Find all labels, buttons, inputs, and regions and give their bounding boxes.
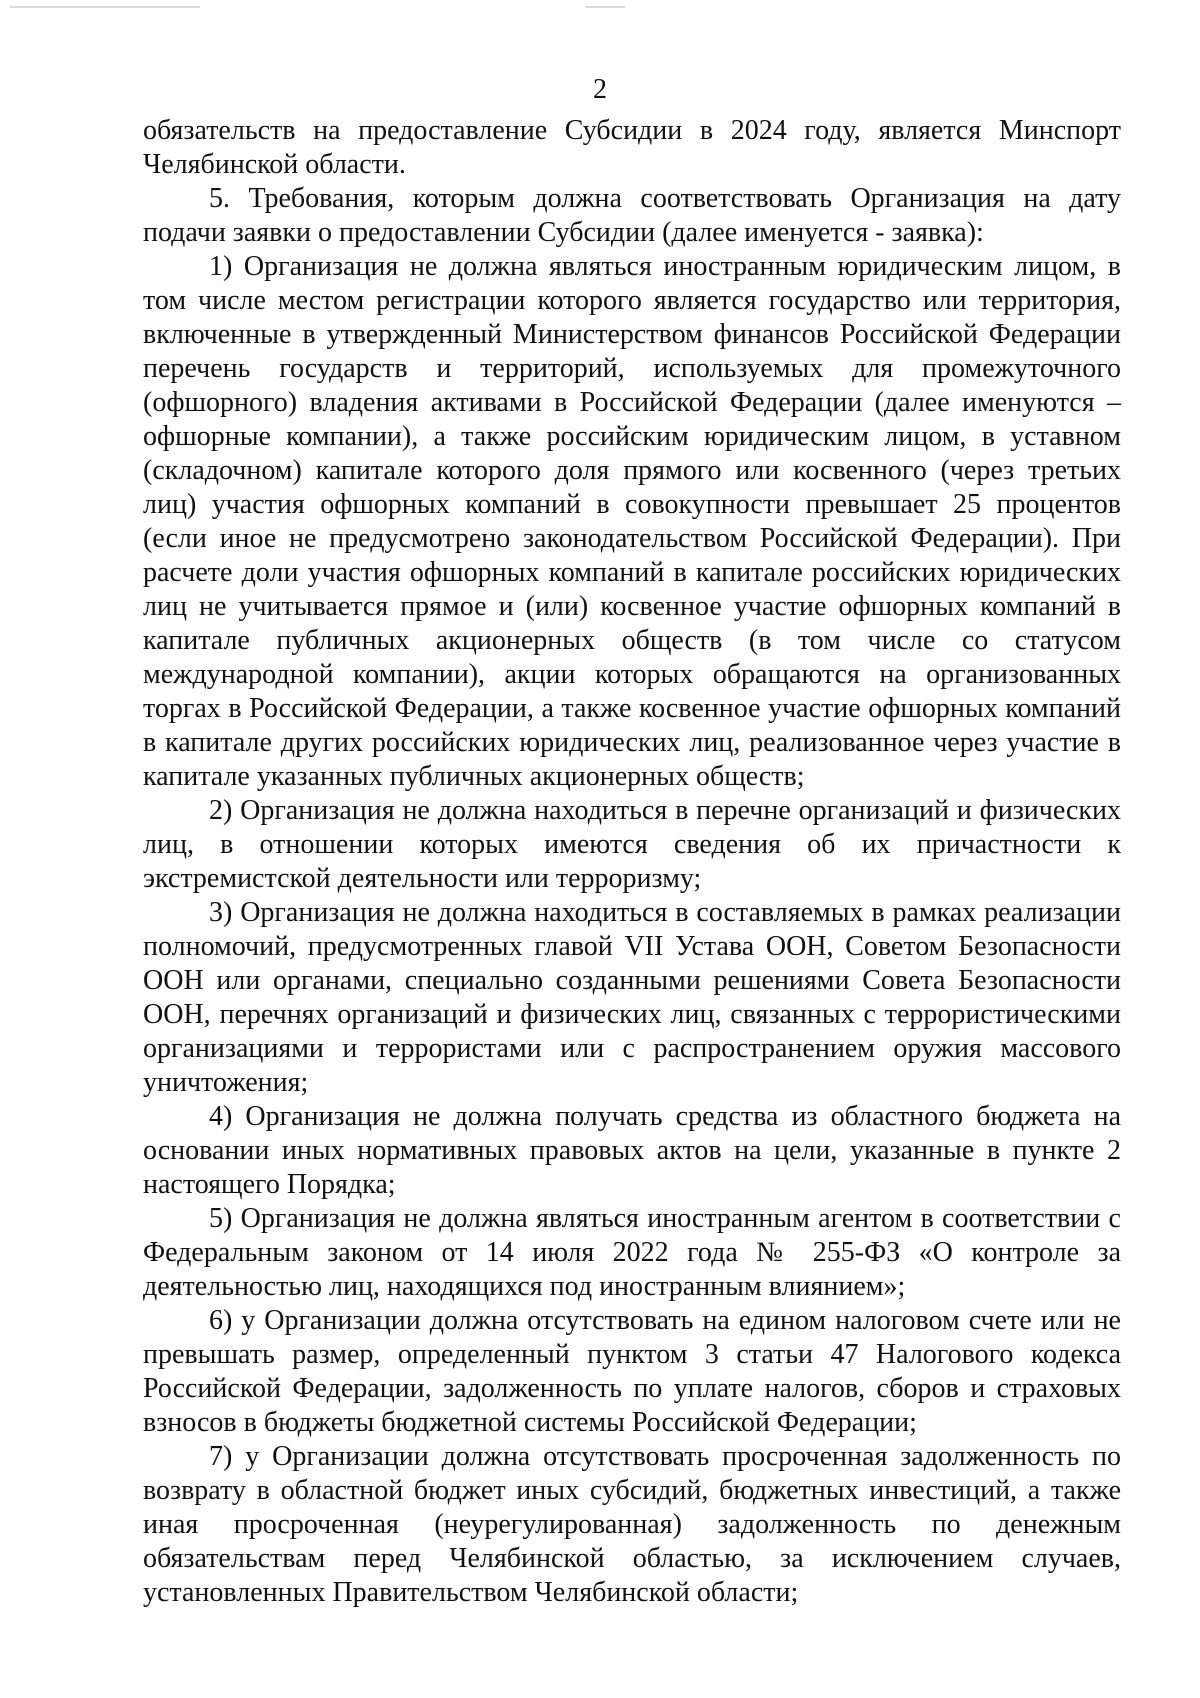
scan-artifact <box>585 6 625 8</box>
paragraph-subitem-5: 5) Организация не должна являться иностранным агентом в соответствии с Федеральным законом от 14 июля 2022 года № 255-ФЗ «О контроле за деятельностью лиц, находящихся под иностранным влиянием»; <box>143 1203 1121 1302</box>
page-number: 2 <box>593 74 607 105</box>
paragraph-continuation: обязательств на предоставление Субсидии в 2024 году, является Минспорт Челябинской области. <box>143 115 1121 180</box>
paragraph-item-5: 5. Требования, которым должна соответствовать Организация на дату подачи заявки о предоставлении Субсидии (далее именуется - заявка): <box>143 183 1121 248</box>
scan-artifact <box>10 6 200 8</box>
paragraph-subitem-1: 1) Организация не должна являться иностранным юридическим лицом, в том числе местом регистрации которого является государство или территория, включенные в утвержденный Министерством финансов Российской Федерации перечень государств и территорий, используемых для промежуточного (офшорного) владения активами в Российской Федерации (далее именуются – офшорные компании), а также российским юридическим лицом, в уставном (складочном) капитале которого доля прямого или косвенного (через третьих лиц) участия офшорных компаний в совокупности превышает 25 процентов (если иное не предусмотрено законодательством Российской Федерации). При расчете доли участия офшорных компаний в капитале российских юридических лиц не учитывается прямое и (или) косвенное участие офшорных компаний в капитале публичных акционерных обществ (в том числе со статусом международной компании), акции которых обращаются на организованных торгах в Российской Федерации, а также косвенное участие офшорных компаний в капитале других российских юридических лиц, реализованное через участие в капитале указанных публичных акционерных обществ; <box>143 251 1121 792</box>
paragraph-subitem-4: 4) Организация не должна получать средства из областного бюджета на основании иных нормативных правовых актов на цели, указанные в пункте 2 настоящего Порядка; <box>143 1101 1121 1200</box>
paragraph-subitem-6: 6) у Организации должна отсутствовать на едином налоговом счете или не превышать размер, определенный пунктом 3 статьи 47 Налогового кодекса Российской Федерации, задолженность по уплате налогов, сборов и страховых взносов в бюджеты бюджетной системы Российской Федерации; <box>143 1305 1121 1438</box>
document-body <box>143 114 1121 1610</box>
paragraph-subitem-2: 2) Организация не должна находиться в перечне организаций и физических лиц, в отношении которых имеются сведения об их причастности к экстремистской деятельности или терроризму; <box>143 795 1121 894</box>
paragraph-subitem-7: 7) у Организации должна отсутствовать просроченная задолженность по возврату в областной бюджет иных субсидий, бюджетных инвестиций, а также иная просроченная (неурегулированная) задолженность по денежным обязательствам перед Челябинской областью, за исключением случаев, установленных Правительством Челябинской области; <box>143 1441 1121 1608</box>
paragraph-subitem-3: 3) Организация не должна находиться в составляемых в рамках реализации полномочий, предусмотренных главой VII Устава ООН, Советом Безопасности ООН или органами, специально созданными решениями Совета Безопасности ООН, перечнях организаций и физических лиц, связанных с террористическими организациями и террористами или с распространением оружия массового уничтожения; <box>143 897 1121 1098</box>
